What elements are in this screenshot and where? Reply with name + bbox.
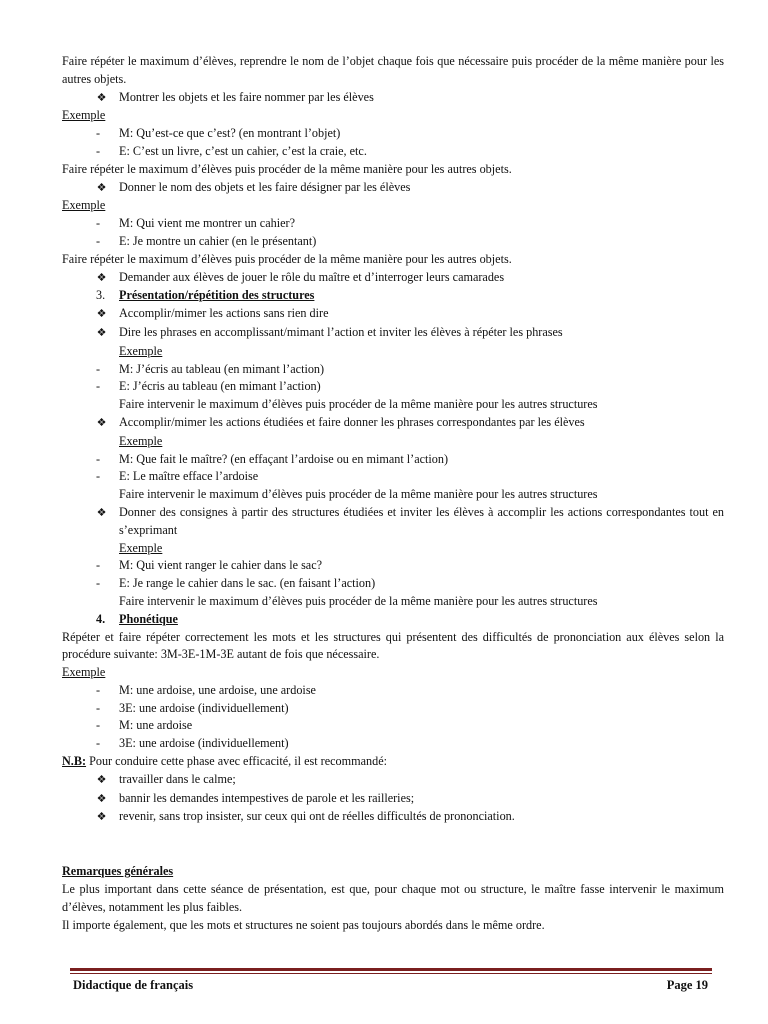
bullet-diamond-icon: ❖ — [96, 773, 107, 786]
dash-item: - E: Je range le cahier dans le sac. (en faisant l’action) — [96, 576, 376, 591]
nb-text: Pour conduire cette phase avec efficacité, il est recommandé: — [86, 754, 387, 769]
dash-item: - 3E: une ardoise (individuellement) — [96, 736, 289, 751]
bullet-item: ❖ bannir les demandes intempestives de parole et les railleries; — [62, 790, 724, 809]
bullet-diamond-icon: ❖ — [96, 308, 107, 321]
dash-item: - 3E: une ardoise (individuellement) — [96, 700, 289, 715]
bullet-item: ❖ revenir, sans trop insister, sur ceux qui ont de réelles difficultés de prononciation. — [62, 808, 724, 827]
dash-item: - M: une ardoise — [96, 718, 193, 733]
page-number: Page 19 — [666, 978, 708, 992]
paragraph: Répéter et faire répéter correctement les mots et les structures qui présentent des difficultés de prononciation aux élèves selon la procédure suivante: 3M-3E-1M-3E autant de fois que nécessaire. — [62, 629, 724, 662]
bullet-item: ❖ travailler dans le calme; — [62, 771, 724, 790]
example-label: Exemple — [119, 343, 163, 358]
dash-item: - E: Le maître efface l’ardoise — [96, 469, 259, 484]
bullet-diamond-icon: ❖ — [96, 506, 107, 519]
document-body — [62, 53, 724, 934]
dash-item: - M: Qui vient ranger le cahier dans le sac? — [96, 558, 323, 573]
paragraph: Faire intervenir le maximum d’élèves puis procéder de la même manière pour les autres structures — [119, 487, 598, 502]
section-heading-4: 4. Phonétique — [96, 611, 178, 626]
bullet-diamond-icon: ❖ — [96, 271, 107, 284]
paragraph: Faire répéter le maximum d’élèves puis procéder de la même manière pour les autres objets. — [62, 161, 512, 176]
bullet-diamond-icon: ❖ — [96, 181, 107, 194]
paragraph: Il importe également, que les mots et structures ne soient pas toujours abordés dans le même ordre. — [62, 917, 545, 932]
bullet-diamond-icon: ❖ — [96, 326, 107, 339]
bullet-item: ❖ Dire les phrases en accomplissant/mimant l’action et inviter les élèves à répéter les phrases — [62, 324, 724, 343]
section-heading-3: 3. Présentation/répétition des structures — [96, 288, 315, 303]
remarks-heading: Remarques générales — [62, 864, 174, 879]
dash-item: - M: Que fait le maître? (en effaçant l’ardoise ou en mimant l’action) — [96, 451, 449, 466]
nota-bene — [62, 753, 724, 771]
bullet-item: ❖ Donner le nom des objets et les faire désigner par les élèves — [62, 179, 724, 198]
paragraph: Faire répéter le maximum d’élèves puis procéder de la même manière pour les autres objets. — [62, 251, 512, 266]
dash-item: - E: Je montre un cahier (en le présentant) — [96, 233, 317, 248]
bullet-diamond-icon: ❖ — [96, 416, 107, 429]
example-label: Exemple — [62, 198, 106, 213]
dash-item: - M: Qu’est-ce que c’est? (en montrant l’objet) — [96, 126, 341, 141]
dash-item: - E: J’écris au tableau (en mimant l’action) — [96, 379, 321, 394]
paragraph: Faire intervenir le maximum d’élèves puis procéder de la même manière pour les autres structures — [119, 593, 598, 608]
footer-title: Didactique de français — [73, 978, 194, 992]
example-label: Exemple — [119, 540, 163, 555]
bullet-item: ❖ Accomplir/mimer les actions sans rien dire — [62, 305, 724, 324]
paragraph: Faire intervenir le maximum d’élèves puis procéder de la même manière pour les autres structures — [119, 397, 598, 412]
example-label: Exemple — [62, 665, 106, 680]
example-label: Exemple — [119, 433, 163, 448]
paragraph: Faire répéter le maximum d’élèves, reprendre le nom de l’objet chaque fois que nécessaire puis procéder de la même manière pour les autres objets. — [62, 54, 724, 86]
bullet-diamond-icon: ❖ — [96, 811, 107, 824]
bullet-diamond-icon: ❖ — [96, 792, 107, 805]
paragraph: Le plus important dans cette séance de présentation, est que, pour chaque mot ou structure, le maître fasse intervenir le maximum d’élèves, notamment les plus faibles. — [62, 882, 724, 914]
dash-item: - M: Qui vient me montrer un cahier? — [96, 216, 295, 231]
nb-label: N.B: — [62, 754, 87, 769]
dash-item: - E: C’est un livre, c’est un cahier, c’est la craie, etc. — [96, 143, 367, 158]
bullet-item: ❖ Donner des consignes à partir des structures étudiées et inviter les élèves à accomplir les actions correspondantes tout en s’exprimant — [62, 504, 724, 540]
bullet-item: ❖ Accomplir/mimer les actions étudiées et faire donner les phrases correspondantes par les élèves — [62, 414, 724, 433]
bullet-item: ❖ Demander aux élèves de jouer le rôle du maître et d’interroger leurs camarades — [62, 269, 724, 288]
bullet-diamond-icon: ❖ — [96, 91, 107, 104]
footer-rule-thin — [70, 973, 712, 974]
dash-item: - M: J’écris au tableau (en mimant l’action) — [96, 361, 325, 376]
bullet-item: ❖ Montrer les objets et les faire nommer par les élèves — [62, 89, 724, 108]
footer-rule — [70, 968, 712, 971]
example-label: Exemple — [62, 108, 106, 123]
dash-item: - M: une ardoise, une ardoise, une ardoise — [96, 682, 316, 697]
